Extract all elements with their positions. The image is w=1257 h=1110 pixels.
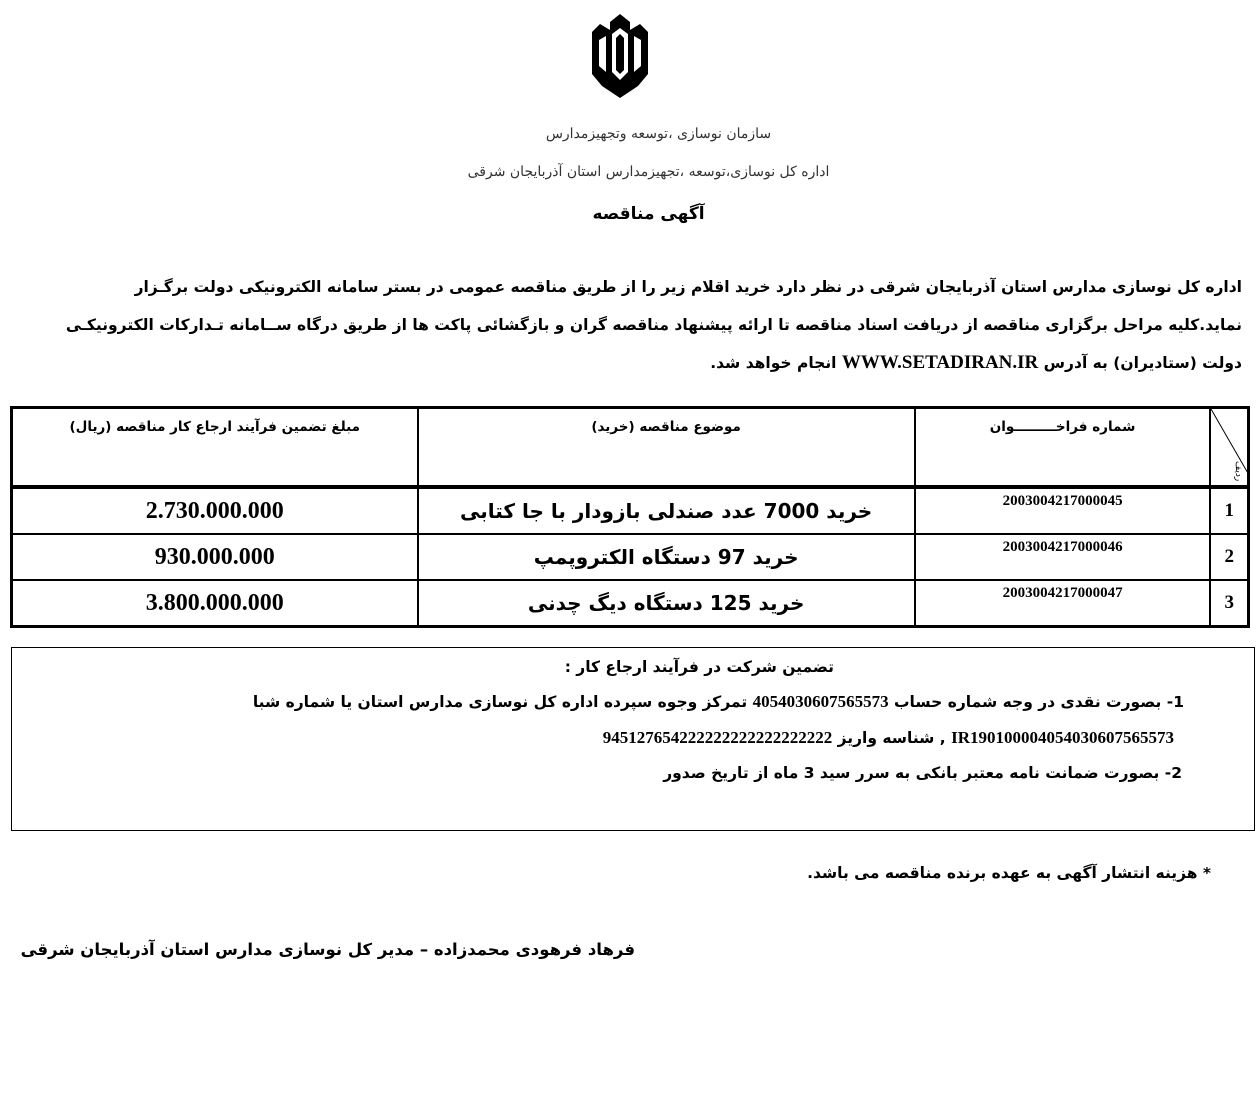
page-title: آگهی مناقصه [592,204,705,224]
intro-line-3-after: انجام خواهد شد. [710,354,837,372]
row-call-number: 2003004217000046 [915,534,1211,580]
row-index: 3 [1210,580,1248,627]
row-amount: 3.800.000.000 [12,580,418,627]
header-index-label: ردیف [1233,460,1243,481]
row-amount: 930.000.000 [12,534,418,580]
guarantee-item-1 [253,692,1184,712]
intro-line-2: نماید.کلیه مراحل برگزاری مناقصه از دریافت اسناد مناقصه تا ارائه پیشنهاد مناقصه گران و بازگشائی پاکت ها از طریق درگاه ســامانه تـدارکات الکترونیکـی [65,316,1242,334]
department-name: اداره کل نوسازی،توسعه ،تجهیزمدارس استان آذربایجان شرقی [467,164,830,180]
header-subject: موضوع مناقصه (خرید) [418,408,915,488]
sheba-number: IR190100004054030607565573 [951,728,1174,747]
intro-line-3-before: دولت (ستادیران) به آدرس [1043,354,1242,372]
diagonal-divider-icon [1211,409,1249,475]
row-subject: خرید 125 دستگاه دیگ چدنی [418,580,915,627]
setadiran-address: WWW.SETADIRAN.IR [841,352,1039,373]
header-call-number: شماره فراخـــــــــوان [915,408,1211,488]
table-row [12,487,1249,534]
guarantee-item-1-prefix: 1- بصورت نقدی در وجه شماره حساب [893,693,1184,711]
row-call-number: 2003004217000047 [915,580,1211,627]
organization-logo-icon [590,12,650,100]
organization-name: سازمان نوسازی ،توسعه وتجهیزمدارس [545,126,772,142]
intro-paragraph [14,268,1242,382]
signature: فرهاد فرهودی محمدزاده – مدیر کل نوسازی مدارس استان آذربایجان شرقی [20,940,635,959]
row-subject: خرید 7000 عدد صندلی بازودار با جا کتابی [418,487,915,534]
row-amount: 2.730.000.000 [12,487,418,534]
header-amount: مبلغ تضمین فرآیند ارجاع کار مناقصه (ریال) [12,408,418,488]
account-number: 4054030607565573 [752,692,889,711]
guarantee-box [11,647,1255,831]
header-index [1210,408,1248,488]
row-subject: خرید 97 دستگاه الکتروپمپ [418,534,915,580]
row-index: 1 [1210,487,1248,534]
row-index: 2 [1210,534,1248,580]
guarantee-item-2: 2- بصورت ضمانت نامه معتبر بانکی به سرر سید 3 ماه از تاریخ صدور [663,764,1182,782]
row-call-number: 2003004217000045 [915,487,1211,534]
deposit-label: شناسه واریز [837,729,935,747]
table-header-row [12,408,1249,488]
table-row [12,580,1249,627]
tender-table [10,406,1250,628]
guarantee-item-1-details: IR190100004054030607565573 , شناسه واریز 945127654222222222222222222 [602,728,1174,747]
guarantee-title: تضمین شرکت در فرآیند ارجاع کار : [564,658,834,676]
intro-line-1: اداره کل نوسازی مدارس استان آذربایجان شرقی در نظر دارد خرید اقلام زیر را از طریق مناقصه عمومی در بستر سامانه الکترونیکی دولت برگـزار [134,278,1242,296]
guarantee-item-1-suffix: تمرکز وجوه سپرده اداره کل نوسازی مدارس استان یا شماره شبا [252,693,748,711]
cost-note: * هزینه انتشار آگهی به عهده برنده مناقصه می باشد. [807,864,1211,882]
deposit-id: 945127654222222222222222222 [602,728,833,747]
intro-line-3 [14,344,1242,382]
table-row [12,534,1249,580]
